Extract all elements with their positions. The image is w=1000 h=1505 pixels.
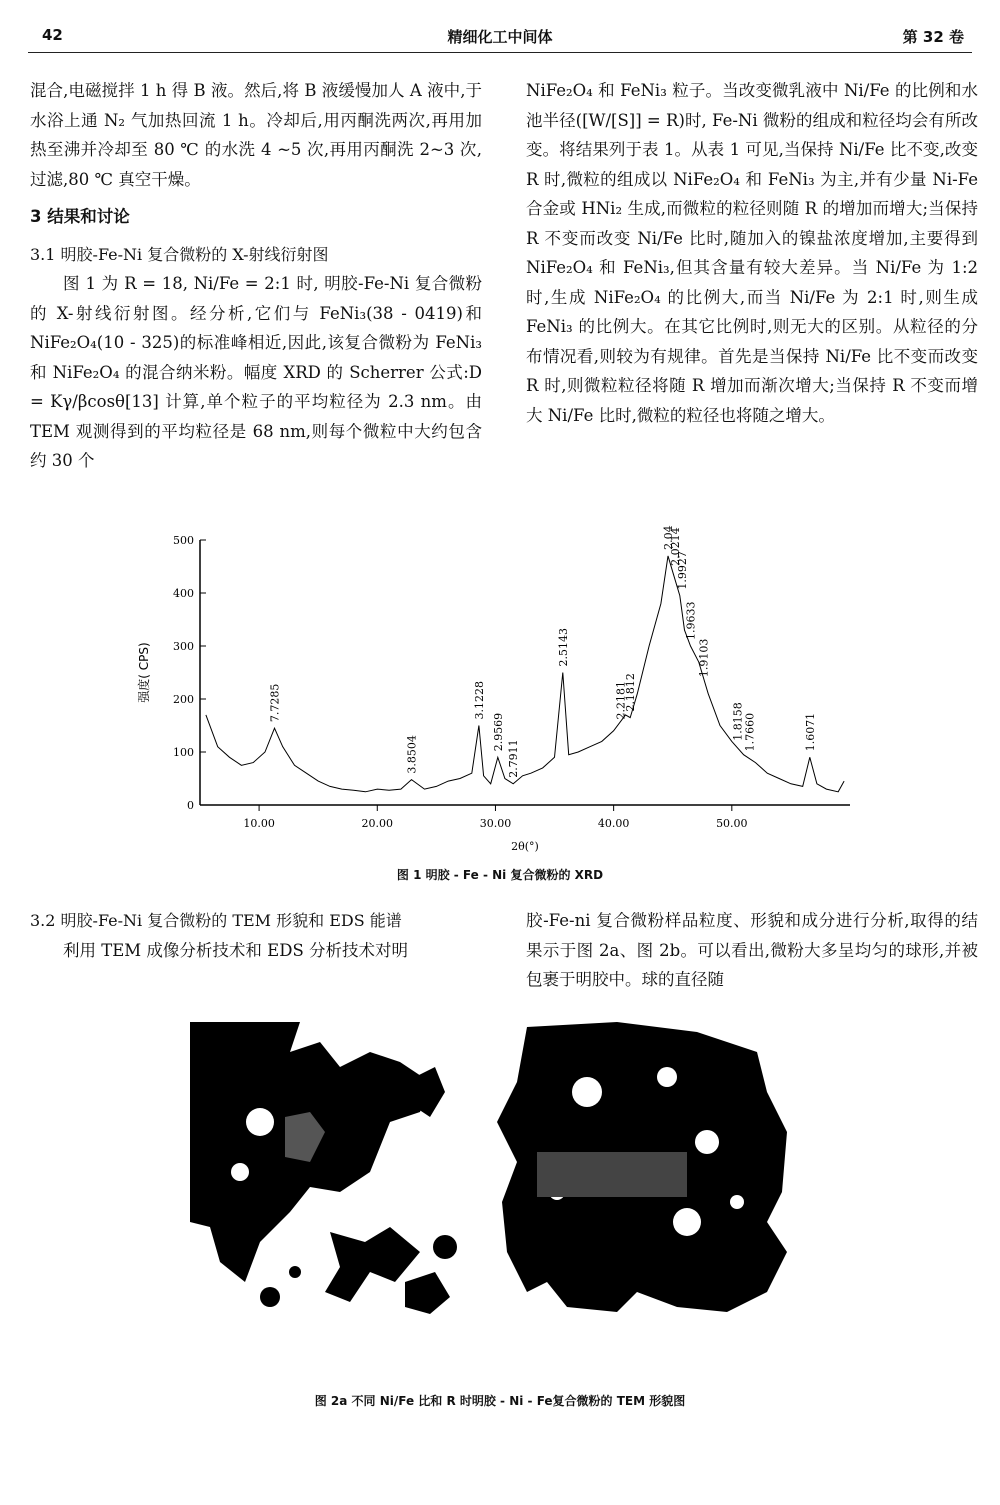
peak-label: 1.7660 [743, 712, 757, 752]
left-paragraph-2: 图 1 为 R = 18, Ni/Fe = 2:1 时, 明胶-Fe-Ni 复合微粉的 X-射线衍射图。经分析,它们与 FeNi₃(38 - 0419)和 NiFe₂O₄(10 - 325)的标准峰相近,因此,该复合微粉为 FeNi₃ 和 NiFe₂O₄ 的混合纳米粉。幅度 XRD 的 Scherrer 公式:D = Kγ/βcosθ[13] 计算,单个粒子的平均粒径为 2.3 nm。由 TEM 观测得到的平均粒径是 68 nm,则每个微粒中大约包含约 30 个 [30, 274, 482, 470]
x-tick-label: 20.00 [361, 817, 394, 830]
section-3-heading: 3 结果和讨论 [30, 207, 130, 226]
peak-label: 3.8504 [405, 735, 419, 774]
xrd-series-line [206, 556, 844, 792]
peak-label: 3.1228 [472, 681, 486, 720]
left-column-top [30, 76, 482, 476]
x-tick-label: 10.00 [243, 817, 275, 830]
peak-label: 2.7911 [507, 739, 521, 778]
peak-label: 2.0214 [669, 527, 683, 566]
left-paragraph-1: 混合,电磁搅拌 1 h 得 B 液。然后,将 B 液缓慢加人 A 液中,于水浴上通 N₂ 气加热回流 1 h。冷却后,用丙酮洗两次,再用加热至沸并冷却至 80 ℃ 的水洗 4 ~5 次,再用丙酮洗 2~3 次,过滤,80 ℃ 真空干燥。 [30, 81, 482, 189]
tem-image-right-svg [497, 1022, 797, 1318]
y-axis-label: 强度( CPS) [137, 642, 151, 703]
page-number: 42 [42, 26, 63, 44]
peak-label: 1.9103 [697, 638, 711, 678]
x-axis-label: 2θ(°) [511, 840, 539, 853]
right-paragraph-1: NiFe₂O₄ 和 FeNi₃ 粒子。当改变微乳液中 Ni/Fe 的比例和水池半径([W/[S]] = R)时, Fe-Ni 微粉的组成和粒径均会有所改变。将结果列于表 1。从表 1 可见,当保持 Ni/Fe 比不变,改变 R 时,微粒的组成以 NiFe₂O₄ 和 FeNi₃ 为主,并有少量 Ni-Fe 合金或 HNi₂ 生成,而微粒的粒径则随 R 的增加而增大;当保持 R 不变而改变 Ni/Fe 比时,随加入的镍盐浓度增加,主要得到 NiFe₂O₄ 和 FeNi₃,但其含量有较大差异。当 Ni/Fe 为 1:2 时,生成 NiFe₂O₄ 的比例大,而当 Ni/Fe 为 2:1 时,则生成 FeNi₃ 的比例大。在其它比例时,则无大的区别。从粒径的分布情况看,则较为有规律。首先是当保持 Ni/Fe 比不变而改变 R 时,则微粒粒径将随 R 增加而渐次增大;当保持 R 不变而增大 Ni/Fe 比时,微粒的粒径也将随之增大。 [526, 81, 978, 425]
right-column-bottom [526, 906, 978, 995]
peak-label: 7.7285 [268, 683, 282, 723]
page-header [28, 22, 972, 53]
journal-title: 精细化工中间体 [447, 28, 553, 46]
figure-1-caption: 图 1 明胶 - Fe - Ni 复合微粉的 XRD [396, 868, 604, 882]
peak-label: 2.2181 [614, 681, 628, 720]
peak-label: 1.8158 [731, 702, 745, 741]
tem-image-right [497, 1022, 797, 1318]
y-tick-label: 300 [173, 640, 194, 653]
y-tick-label: 100 [173, 746, 194, 759]
peak-label: 1.9927 [676, 551, 690, 590]
tem-image-left-svg [190, 1022, 490, 1318]
peak-label: 2.9569 [491, 712, 505, 752]
peak-label: 2.0455 [662, 525, 675, 550]
right-column-top [526, 76, 978, 430]
y-tick-label: 500 [173, 534, 194, 547]
peak-label: 2.5143 [556, 628, 570, 667]
y-tick-label: 0 [187, 799, 194, 812]
peak-label: 1.9633 [684, 601, 698, 640]
xrd-chart-svg [130, 525, 870, 860]
y-tick-label: 200 [173, 693, 194, 706]
peak-label: 2.1812 [624, 673, 638, 712]
left-paragraph-3: 利用 TEM 成像分析技术和 EDS 分析技术对明 [63, 940, 409, 960]
section-3-2-heading: 3.2 明胶-Fe-Ni 复合微粉的 TEM 形貌和 EDS 能谱 [30, 911, 402, 930]
volume-label: 第 32 卷 [902, 28, 964, 46]
peak-label: 1.6071 [803, 712, 817, 752]
right-paragraph-2: 胶-Fe-ni 复合微粉样品粒度、形貌和成分进行分析,取得的结果示于图 2a、图 2b。可以看出,微粉大多呈均匀的球形,并被包裹于明胶中。球的直径随 [526, 911, 978, 989]
xrd-chart [130, 525, 870, 860]
tem-image-left [190, 1022, 490, 1318]
section-3-1-heading: 3.1 明胶-Fe-Ni 复合微粉的 X-射线衍射图 [30, 244, 329, 264]
x-tick-label: 40.00 [597, 817, 630, 830]
x-tick-label: 30.00 [479, 817, 512, 830]
y-tick-label: 400 [173, 587, 194, 600]
left-column-bottom [30, 906, 482, 965]
x-tick-label: 50.00 [716, 817, 748, 830]
figure-2a-caption: 图 2a 不同 Ni/Fe 比和 R 时明胶 - Ni - Fe复合微粉的 TEM 形貌图 [314, 1394, 686, 1408]
